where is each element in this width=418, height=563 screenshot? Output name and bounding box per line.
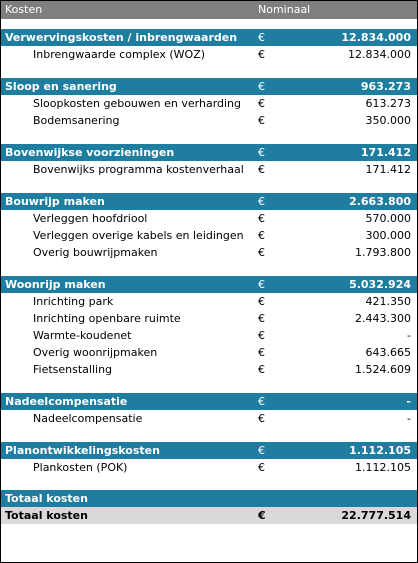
section-title: Sloop en sanering: [5, 80, 117, 93]
row-value: 12.834.000: [348, 48, 411, 61]
row-currency: €: [258, 48, 265, 61]
row-value: 421.350: [365, 295, 411, 308]
section-header: [1, 193, 417, 210]
section-currency: €: [258, 444, 265, 457]
row-value: 570.000: [365, 212, 411, 225]
row-label: Overig woonrijpmaken: [33, 346, 158, 359]
table-row: [1, 112, 417, 129]
section-currency: €: [258, 278, 265, 291]
table-header: [1, 1, 417, 19]
section-header: [1, 393, 417, 410]
section-total: 5.032.924: [349, 278, 411, 291]
section-currency: €: [258, 195, 265, 208]
table-row: [1, 459, 417, 476]
total-section-title: Totaal kosten: [5, 492, 88, 505]
section-currency: €: [258, 146, 265, 159]
table-row: [1, 293, 417, 310]
row-label: Bovenwijks programma kostenverhaal: [33, 163, 244, 176]
table-row: [1, 361, 417, 378]
section-total: 2.663.800: [349, 195, 411, 208]
row-label: Bodemsanering: [33, 114, 120, 127]
row-value: 2.443.300: [355, 312, 411, 325]
table-row: [1, 327, 417, 344]
section-header: [1, 144, 417, 161]
table-row: [1, 161, 417, 178]
header-nominaal: Nominaal: [258, 3, 311, 16]
table-row: [1, 410, 417, 427]
total-value: 22.777.514: [341, 509, 411, 522]
row-label: Verleggen hoofdriool: [33, 212, 148, 225]
row-label: Plankosten (POK): [33, 461, 128, 474]
section-total: 171.412: [360, 146, 411, 159]
row-currency: €: [258, 212, 265, 225]
section-currency: €: [258, 80, 265, 93]
section-currency: €: [258, 31, 265, 44]
section-header: [1, 29, 417, 46]
table-row: [1, 227, 417, 244]
row-currency: €: [258, 97, 265, 110]
row-currency: €: [258, 229, 265, 242]
row-currency: €: [258, 246, 265, 259]
row-value: -: [407, 329, 411, 342]
row-value: 300.000: [365, 229, 411, 242]
row-currency: €: [258, 346, 265, 359]
row-value: -: [407, 412, 411, 425]
row-value: 1.524.609: [355, 363, 411, 376]
section-total: -: [406, 395, 411, 408]
section-title: Verwervingskosten / inbrengwaarden: [5, 31, 238, 44]
row-value: 613.273: [365, 97, 411, 110]
row-label: Sloopkosten gebouwen en verharding: [33, 97, 242, 110]
row-label: Warmte-koudenet: [33, 329, 132, 342]
section-title: Woonrijp maken: [5, 278, 106, 291]
row-label: Verleggen overige kabels en leidingen: [33, 229, 244, 242]
table-row: [1, 244, 417, 261]
table-row: [1, 310, 417, 327]
sections-container: [1, 29, 417, 490]
section-currency: €: [258, 395, 265, 408]
section-header: [1, 276, 417, 293]
section-total: 12.834.000: [341, 31, 411, 44]
table-row: [1, 210, 417, 227]
total-section-header: [1, 490, 417, 507]
row-label: Inrichting openbare ruimte: [33, 312, 181, 325]
section-header: [1, 78, 417, 95]
row-value: 643.665: [365, 346, 411, 359]
row-currency: €: [258, 114, 265, 127]
section-title: Bouwrijp maken: [5, 195, 105, 208]
row-currency: €: [258, 329, 265, 342]
row-label: Overig bouwrijpmaken: [33, 246, 158, 259]
row-currency: €: [258, 461, 265, 474]
row-currency: €: [258, 412, 265, 425]
section-total: 1.112.105: [349, 444, 411, 457]
row-currency: €: [258, 163, 265, 176]
row-currency: €: [258, 312, 265, 325]
row-label: Nadeelcompensatie: [33, 412, 143, 425]
row-value: 171.412: [365, 163, 411, 176]
section-title: Bovenwijkse voorzieningen: [5, 146, 175, 159]
row-currency: €: [258, 295, 265, 308]
section-total: 963.273: [360, 80, 411, 93]
section-title: Nadeelcompensatie: [5, 395, 128, 408]
table-row: [1, 344, 417, 361]
row-label: Inbrengwaarde complex (WOZ): [33, 48, 206, 61]
row-label: Inrichting park: [33, 295, 114, 308]
total-row: [1, 507, 417, 524]
section-header: [1, 442, 417, 459]
row-value: 350.000: [365, 114, 411, 127]
row-label: Fietsenstalling: [33, 363, 113, 376]
section-title: Planontwikkelingskosten: [5, 444, 160, 457]
row-value: 1.793.800: [355, 246, 411, 259]
row-value: 1.112.105: [355, 461, 411, 474]
total-currency: €: [258, 509, 266, 522]
header-kosten: Kosten: [5, 3, 43, 16]
total-label: Totaal kosten: [5, 509, 88, 522]
row-currency: €: [258, 363, 265, 376]
table-row: [1, 46, 417, 63]
table-row: [1, 95, 417, 112]
